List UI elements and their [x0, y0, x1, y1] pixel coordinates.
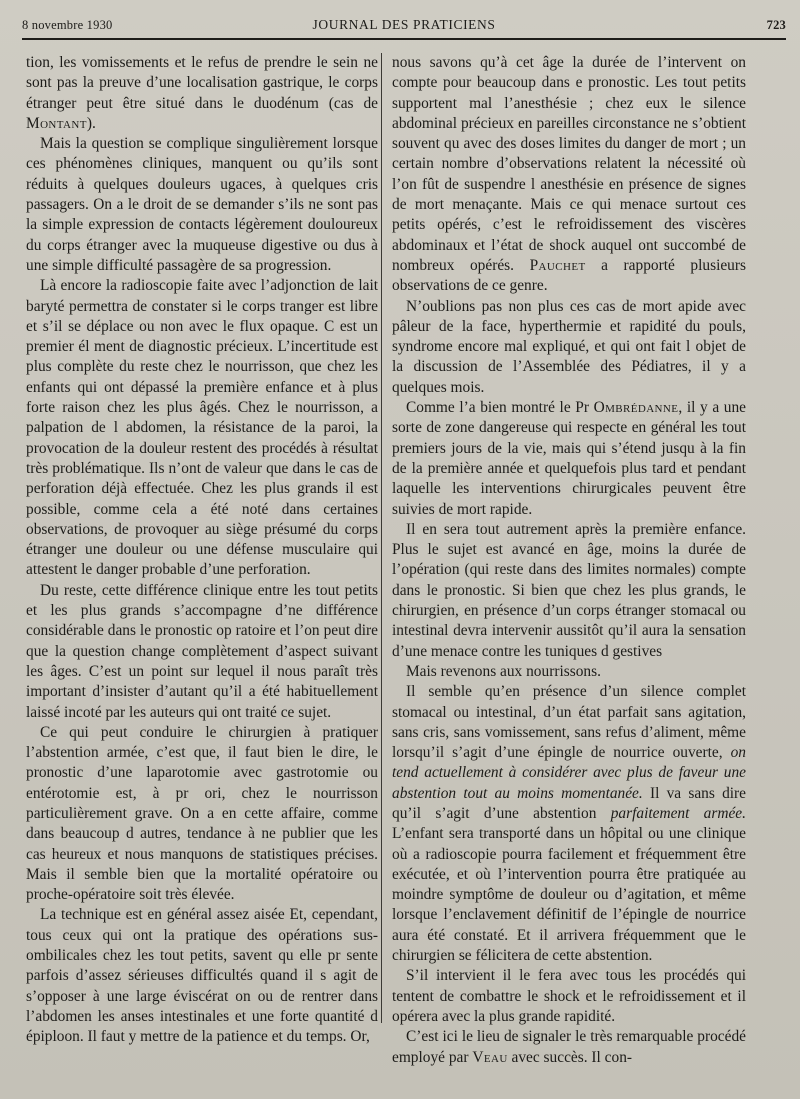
left-paragraph-4: Du reste, cette différence clinique entre les tout petits et les plus grands s’accompagne d’ne différence considérable dans le pronostic op ratoire et l’on peut dire que la question change complètement d’aspect suivant les âges. C’est un point sur lequel il nous paraît très important d’insister d’autant qu’il a été habituellement laissé incoté par les auteurs qui ont traité ce sujet.	[26, 581, 378, 721]
left-paragraph-1	[26, 53, 378, 134]
right-paragraph-8	[392, 1027, 746, 1068]
author-name-pauchet: Pauchet	[529, 256, 586, 274]
author-name-ombredanne: Ombrédanne	[593, 399, 679, 417]
right-p3-start: Comme l’a bien montré le Pr	[406, 399, 594, 417]
right-p1-end: a rapporté plusieurs observations de ce genre.	[392, 256, 746, 295]
left-p1-text: tion, les vomissements et le refus de prendre le sein ne sont pas la preuve d’une localisation gastrique, le corps étranger peut être situé dans le duodénum (cas de	[26, 54, 378, 112]
right-p3-end: , il y a une sorte de zone dangereuse qui respecte en général les tout premiers jours de la vie, mais qui s’étend jusqu à la fin de la première année et quelquefois plus tard et pendant laquelle les interventions chirurgicales peuvent être suivies de mort rapide.	[392, 399, 747, 518]
header-rule	[22, 38, 786, 40]
right-paragraph-2: N’oublions pas non plus ces cas de mort apide avec pâleur de la face, hyperthermie et rapidité du pouls, syndrome encore mal expliqué, et qui ont fait l objet de la discussion de l’Assemblée des Pédiatres, il y a quelques mois.	[392, 297, 746, 396]
header-journal-title: JOURNAL DES PRATICIENS	[312, 17, 496, 32]
right-p8-end: avec succès. Il con-	[507, 1048, 633, 1066]
right-p6-end: L’enfant sera transporté dans un hôpital ou une clinique où a radioscopie pourra facilement et fréquemment être exécutée, et où l’intervention pourra être pratiquée au moindre symptôme de douleur ou d’agitation, et même lorsque l’enclavement définitif de l’épingle de nourrice aura été constaté. Et il arrivera fréquemment que le chirurgien se félicitera de cette abstention.	[392, 825, 746, 965]
right-column	[392, 53, 746, 1068]
left-column	[26, 53, 378, 1048]
right-p6-start: Il semble qu’en présence d’un silence complet stomacal ou intestinal, d’un état parfait sans agitation, sans cris, sans vomissement, sans refus d’aliment, même lorsqu’il s’agit d’une épingle de nourrice ouverte,	[392, 683, 746, 762]
right-p8-start: C’est ici le lieu de signaler le très remarquable procédé employé par	[392, 1028, 746, 1066]
page-header	[22, 14, 786, 36]
author-name-veau: Veau	[472, 1048, 508, 1066]
left-paragraph-3: Là encore la radioscopie faite avec l’adjonction de lait baryté permettra de constater si le corps tranger est libre et s’il se déplace ou non avec le flux opaque. C est un premier él ment de diagnostic précieux. L’incertitude est plus complète du reste chez le nourrisson, que chez les enfants qui ont dépassé la première enfance et à plus forte raison chez les plus âgés. Chez le nourrisson, a palpation de l abdomen, la résistance de la paroi, la provocation de la douleur restent des procédés à résultat très problématique. Ils n’ont de valeur que dans le cas de perforation déjà effectuée. Chez les plus grands il est possible, comme cela a été noté dans certaines observations, de provoquer au siège présumé du corps étranger une douleur ou une défense musculaire qui attestent le danger probable d’une perforation.	[26, 277, 378, 579]
right-paragraph-1	[392, 53, 746, 297]
left-p1-end: ).	[86, 114, 96, 132]
author-name-montant: Montant	[26, 114, 87, 132]
header-page-number: 723	[766, 18, 786, 32]
right-paragraph-4: Il en sera tout autrement après la première enfance. Plus le sujet est avancé en âge, moins la durée de l’opération (qui reste dans des limites normales) compte dans le pronostic. Si bien que chez les plus grands, le chirurgien, en présence d’un corps étranger stomacal ou intestinal devra intervenir aussitôt qu’il aura la sensation d’une menace contre les tuniques d gestives	[392, 520, 746, 660]
right-p1-text: nous savons qu’à cet âge la durée de l’intervent on compte pour beaucoup dans e pronostic. Les tout petits supportent mal l’anesthésie ; chez eux le silence abdominal précieux en pareilles circonstance ne s’obtient souvent qu avec des doses limites du danger de mort ; un certain nombre d’observations relatent la nécessité où l’on fût de suspendre l anesthésie en présence de signes de mort menaçante. Mais ce qui menace surtout ces petits opérés, c’est le refroidissement des viscères abdominaux et l’état de shock auquel ont succombé de nombreux opérés.	[392, 54, 746, 274]
right-p6-italic-2: parfaitement armée.	[610, 804, 746, 822]
left-paragraph-2: Mais la question se complique singulièrement lorsque ces phénomènes cliniques, manquent ou qu’ils sont réduits à quelques douleurs ugaces, à quelques cris passagers. On a le droit de se demander s’ils ne sont pas la simple expression de contacts légèrement douloureux du corps étranger avec la muqueuse digestive ou dus à une simple difficulté passagère de sa progression.	[26, 135, 378, 274]
right-p6-italic: on tend actuellement à considérer avec plus de faveur une abstention tout au moins momentanée.	[392, 744, 746, 802]
left-paragraph-6: La technique est en général assez aisée Et, cependant, tous ceux qui ont la pratique des opérations sus-ombilicales chez les tout petits, savent qu elle pr sente parfois d’assez sérieuses difficultés quand il s agit de s’opposer à une large éviscérat on ou de rentrer dans l’abdomen les anses intestinales et une forte quantité d épiploon. Il faut y mettre de la patience et du temps. Or,	[26, 906, 378, 1046]
header-date: 8 novembre 1930	[22, 18, 113, 32]
right-paragraph-7: S’il intervient il le fera avec tous les procédés qui tentent de combattre le shock et le refroidissement et il opérera avec la plus grande rapidité.	[392, 967, 746, 1025]
right-paragraph-6	[392, 682, 746, 966]
right-paragraph-5: Mais revenons aux nourrissons.	[406, 662, 601, 680]
right-p6-mid: Il va sans dire qu’il s’agit d’une abstention	[392, 784, 746, 822]
right-paragraph-3	[392, 398, 746, 520]
left-paragraph-5: Ce qui peut conduire le chirurgien à pratiquer l’abstention armée, c’est que, il faut bien le dire, le pronostic d’une laparotomie avec gastrotomie ou entérotomie est, à pr ori, chez le nourrisson particulièrement grave. On a en cette affaire, comme dans beaucoup d autres, tendance à ne publier que les cas heureux et nous manquons de statistiques précises. Mais il semble bien que la mortalité opératoire ou proche-opératoire soit très élevée.	[26, 723, 378, 904]
column-divider	[381, 53, 382, 1023]
